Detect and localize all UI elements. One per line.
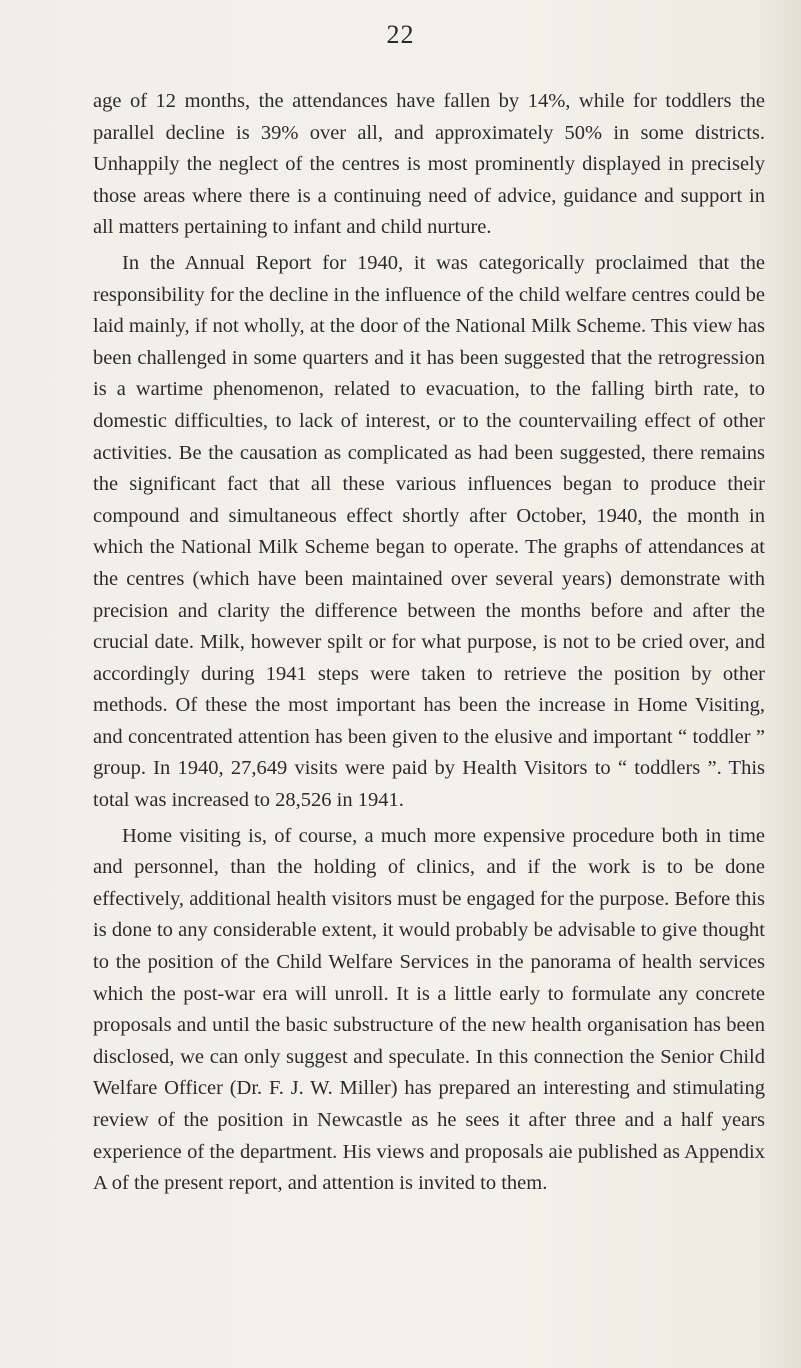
paragraph-1: age of 12 months, the attendances have fallen by 14%, while for toddlers the parallel decline is 39% over all, and approximately 50% in some districts. Unhappily the neglect of the centres is most prominently displayed in precisely those areas where there is a continuing need of advice, guidance and support in all matters pertaining to infant and child nurture. [93, 90, 765, 239]
page-number: 22 [386, 20, 415, 49]
paragraph-2: In the Annual Report for 1940, it was categorically proclaimed that the responsibility for the decline in the influence of the child welfare centres could be laid mainly, if not wholly, at the door of the National Milk Scheme. This view has been challenged in some quarters and it has been suggested that the retrogression is a wartime phenomenon, related to evacuation, to the falling birth rate, to domestic difficulties, to lack of interest, or to the countervailing effect of other activities. Be the causation as complicated as had been suggested, there remains the significant fact that all these various influences began to produce their compound and simultaneous effect shortly after October, 1940, the month in which the National Milk Scheme began to operate. The graphs of attendances at the centres (which have been maintained over several years) demonstrate with precision and clarity the difference between the months before and after the crucial date. Milk, however spilt or for what purpose, is not to be cried over, and accordingly during 1941 steps were taken to retrieve the position by other methods. Of these the most important has been the increase in Home Visiting, and concentrated attention has been given to the elusive and important “ toddler ” group. In 1940, 27,649 visits were paid by Health Visitors to “ toddlers ”. This total was increased to 28,526 in 1941. [93, 251, 765, 812]
body-text [93, 86, 765, 1200]
paragraph-3: Home visiting is, of course, a much more expensive procedure both in time and personnel, than the holding of clinics, and if the work is to be done effectively, additional health visitors must be engaged for the purpose. Before this is done to any considerable extent, it would probably be advisable to give thought to the position of the Child Welfare Services in the panorama of health services which the post-war era will unroll. It is a little early to formulate any concrete proposals and until the basic substructure of the new health organisation has been disclosed, we can only suggest and speculate. In this connection the Senior Child Welfare Officer (Dr. F. J. W. Miller) has prepared an interesting and stimulating review of the position in Newcastle as he sees it after three and a half years experience of the department. His views and proposals aie published as Appendix A of the present report, and attention is invited to them. [93, 824, 765, 1195]
